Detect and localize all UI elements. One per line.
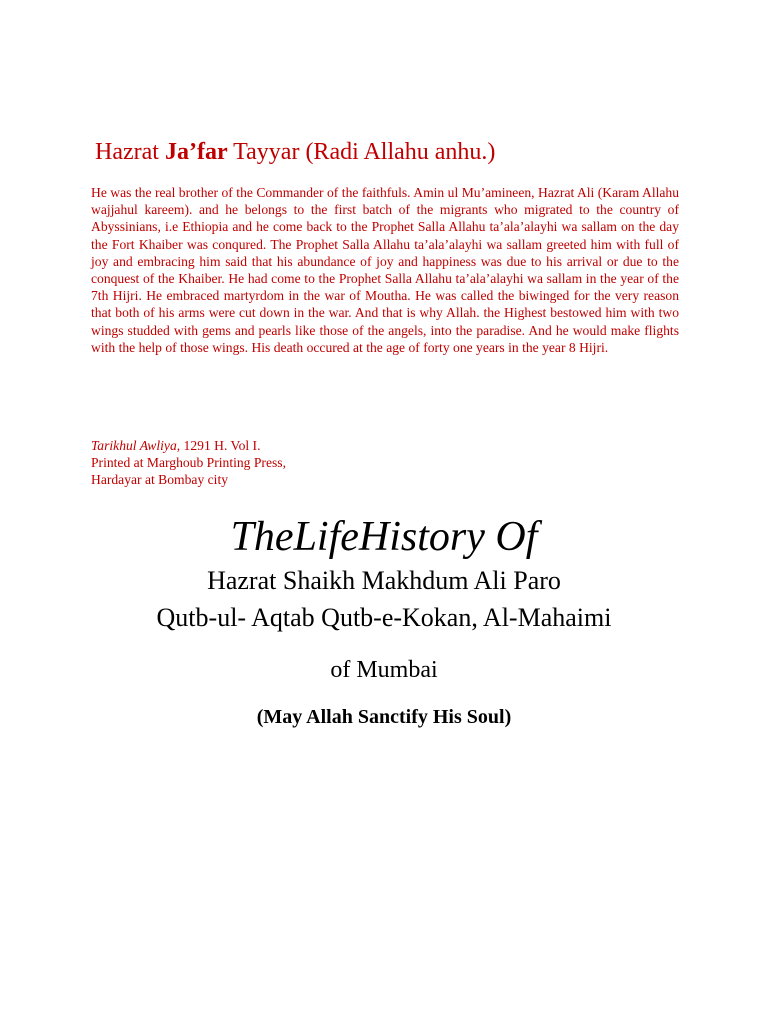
heading-suffix: Tayyar (Radi Allahu anhu.) [227,139,496,165]
subtitle-line-2: Qutb-ul- Aqtab Qutb-e-Kokan, Al-Mahaimi [156,603,612,632]
citation-line-1 [91,437,286,454]
citation-line-2: Printed at Marghoub Printing Press, [91,455,286,471]
sanctify-line: (May Allah Sanctify His Soul) [256,706,512,728]
main-title: TheLifeHistory Of [230,514,538,560]
citation-book-details: , 1291 H. Vol I. [176,438,261,453]
citation-book-title: Tarikhul Awliya [91,438,177,453]
biography-paragraph: He was the real brother of the Commander of the faithfuls. Amin ul Mu’amineen, Hazrat Ali (Karam Allahu wajjahul kareem). and he belongs to the first batch of the migrants who migrated to the country of Abyssinians, i.e Ethiopia and he come back to the Prophet Salla Allahu ta’ala’alayhi wa sallam on the day the Fort Khaiber was conqured. The Prophet Salla Allahu ta’ala’alayhi wa sallam greeted him with full of joy and embracing him said that his abundance of joy and happiness was due to his arrival or due to the conquest of the Khaiber. He had come to the Prophet Salla Allahu ta’ala’alayhi wa sallam in the year of the 7th Hijri. He embraced martyrdom in the war of Moutha. He was called the biwinged for the very reason that both of his arms were cut down in the war. And that is why Allah. the Highest bestowed him with two wings studded with gems and pearls like those of the angels, into the paradise. And he would make flights with the help of those wings. His death occured at the age of forty one years in the year 8 Hijri. [91,185,679,355]
subtitle-line-1: Hazrat Shaikh Makhdum Ali Paro [207,566,561,595]
citation-line-3: Hardayar at Bombay city [91,472,229,488]
citation-block [91,437,286,489]
heading-prefix: Hazrat [95,139,165,165]
heading-bold-name: Ja’far [164,139,228,165]
section-heading [95,137,495,167]
subtitle-line-3: of Mumbai [330,657,438,683]
